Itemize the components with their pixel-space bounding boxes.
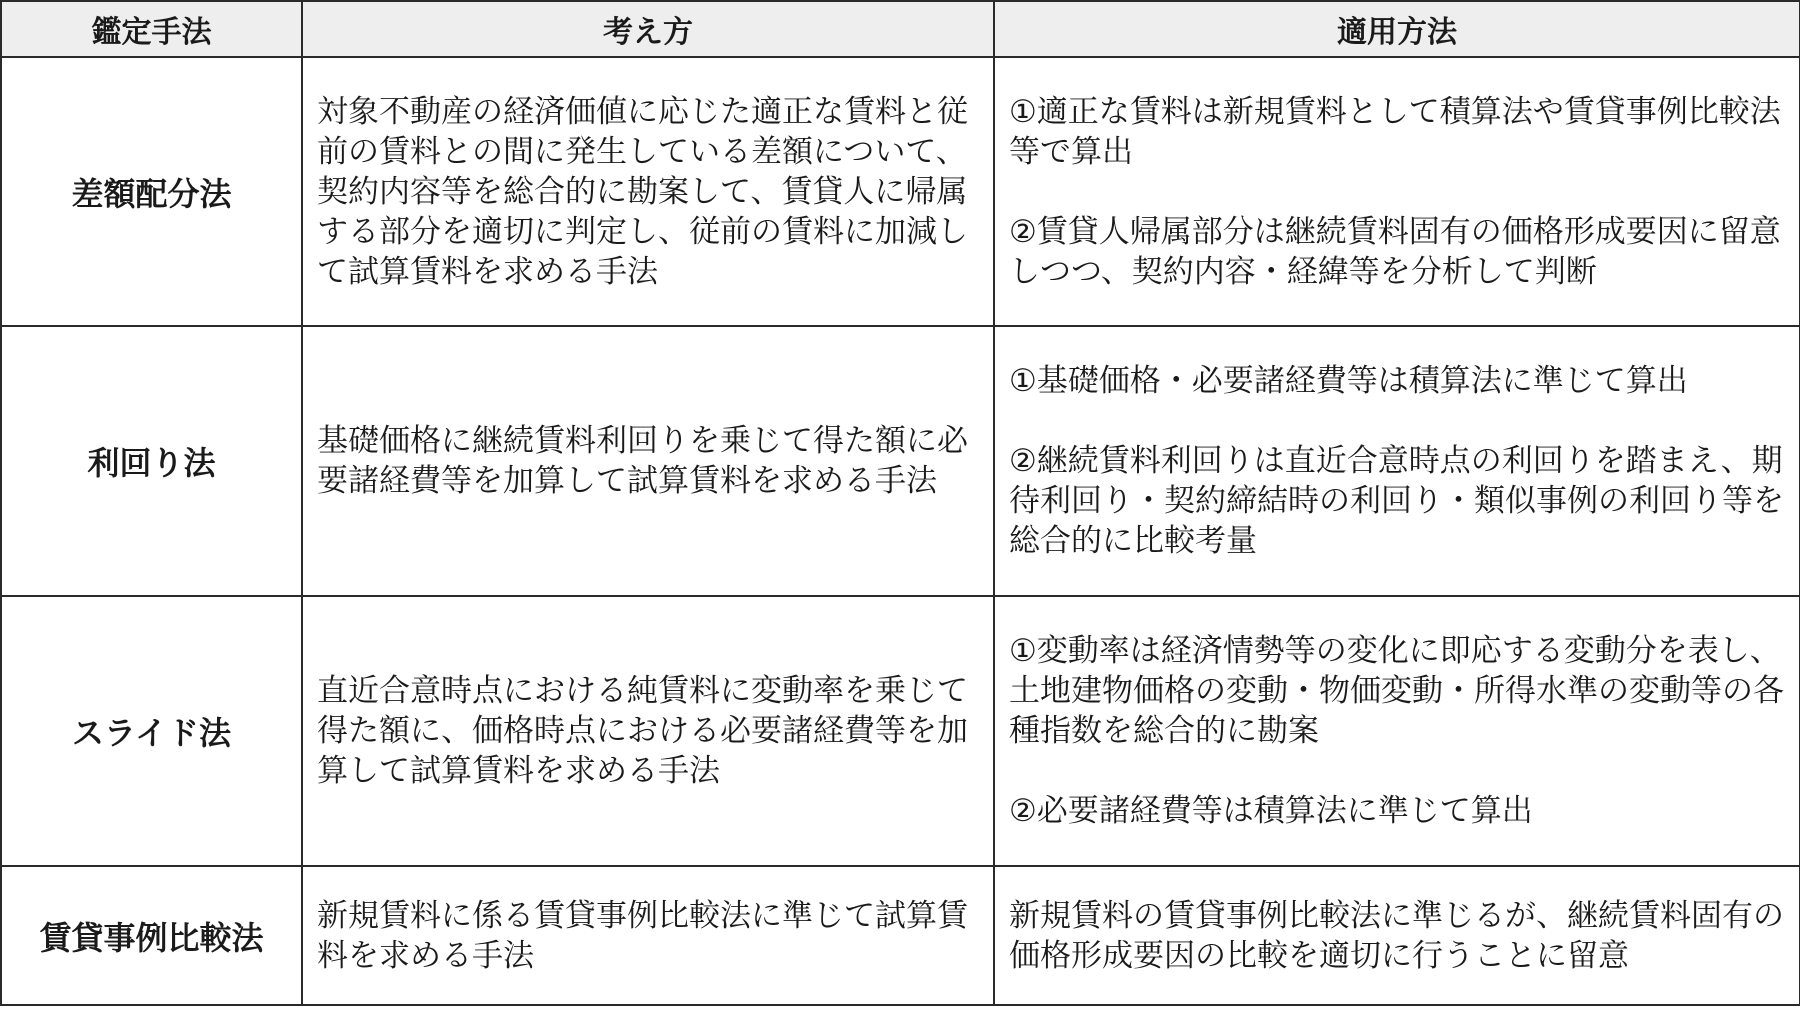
table-row — [1, 326, 1800, 596]
table-row — [1, 57, 1800, 326]
concept-cell: 基礎価格に継続賃料利回りを乗じて得た額に必要諸経費等を加算して試算賃料を求める手法 — [302, 326, 994, 596]
method-name: 差額配分法 — [1, 57, 302, 326]
concept-cell: 直近合意時点における純賃料に変動率を乗じて得た額に、価格時点における必要諸経費等を加算して試算賃料を求める手法 — [302, 596, 994, 866]
method-name: 賃貸事例比較法 — [1, 866, 302, 1005]
application-item: ①変動率は経済情勢等の変化に即応する変動分を表し、土地建物価格の変動・物価変動・所得水準の変動等の各種指数を総合的に勘案 — [1009, 633, 1784, 749]
application-cell — [994, 326, 1800, 596]
method-name: 利回り法 — [1, 326, 302, 596]
application-cell — [994, 596, 1800, 866]
application-item: ①基礎価格・必要諸経費等は積算法に準じて算出 — [1009, 363, 1688, 399]
header-row — [1, 1, 1800, 57]
application-item: ②継続賃料利回りは直近合意時点の利回りを踏まえ、期待利回り・契約締結時の利回り・類似事例の利回り等を総合的に比較考量 — [1009, 443, 1784, 559]
header-concept: 考え方 — [302, 1, 994, 57]
table-row — [1, 866, 1800, 1005]
concept-cell: 新規賃料に係る賃貸事例比較法に準じて試算賃料を求める手法 — [302, 866, 994, 1005]
method-name: スライド法 — [1, 596, 302, 866]
application-item: ①適正な賃料は新規賃料として積算法や賃貸事例比較法等で算出 — [1009, 93, 1781, 170]
application-cell — [994, 866, 1800, 1005]
header-application: 適用方法 — [994, 1, 1800, 57]
application-item: ②賃貸人帰属部分は継続賃料固有の価格形成要因に留意しつつ、契約内容・経緯等を分析して判断 — [1009, 213, 1781, 290]
table-row — [1, 596, 1800, 866]
application-item: 新規賃料の賃貸事例比較法に準じるが、継続賃料固有の価格形成要因の比較を適切に行うことに留意 — [1009, 897, 1784, 974]
application-item: ②必要諸経費等は積算法に準じて算出 — [1009, 793, 1533, 829]
concept-cell: 対象不動産の経済価値に応じた適正な賃料と従前の賃料との間に発生している差額について、契約内容等を総合的に勘案して、賃貸人に帰属する部分を適切に判定し、従前の賃料に加減して試算賃料を求める手法 — [302, 57, 994, 326]
header-method: 鑑定手法 — [1, 1, 302, 57]
application-cell — [994, 57, 1800, 326]
